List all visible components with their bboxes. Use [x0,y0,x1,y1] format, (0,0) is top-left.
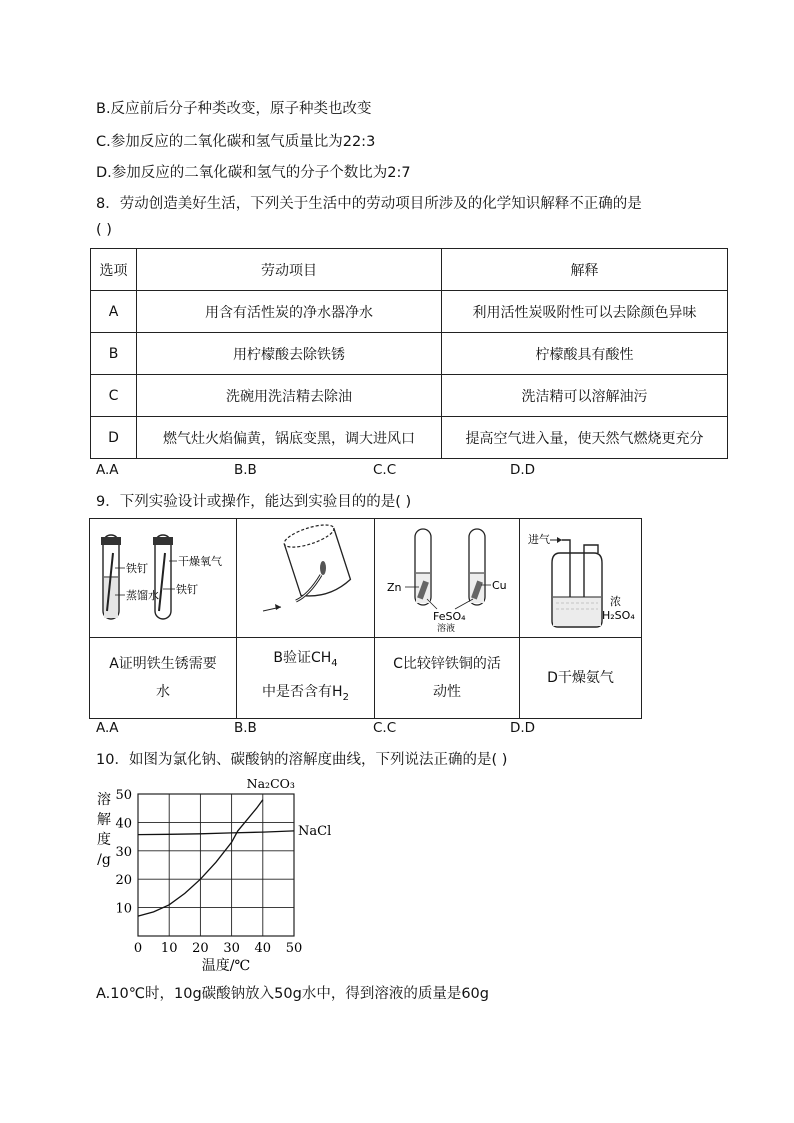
caption-c-line2: 动性 [433,684,461,700]
label-solution: 溶液 [437,624,456,633]
q10-option-a: A.10℃时，10g碳酸钠放入50g水中，得到溶液的质量是60g [96,986,489,1002]
q8-stem: 8．劳动创造美好生活，下列关于生活中的劳动项目所涉及的化学知识解释不正确的是 [96,196,642,212]
label-conc: 浓 [609,595,621,608]
q7-option-d: D.参加反应的二氧化碳和氢气的分子个数比为2:7 [96,165,411,181]
q9-table [89,518,642,719]
y-axis-label-char: 解 [97,812,111,828]
y-tick-label: 30 [115,844,132,860]
q9-options [96,720,696,738]
caption-d [520,638,642,719]
y-tick-label: 20 [115,873,132,889]
option-b[interactable]: B.B [234,720,257,736]
metal-activity-figure [377,523,517,633]
x-tick-label: 30 [223,941,240,956]
table-cell: 洗碗用洗洁精去除油 [137,375,442,417]
figure-c-cell [375,519,520,638]
table-row [91,291,728,333]
header-cell: 选项 [91,249,137,291]
q9-stem: 9．下列实验设计或操作，能达到实验目的的是( ) [96,494,412,510]
y-tick-label: 50 [115,788,132,803]
series-label: Na₂CO₃ [246,776,295,791]
label-zn: Zn [387,581,402,594]
caption-b [237,638,375,719]
q8-options [96,462,696,480]
option-d[interactable]: D.D [510,720,536,736]
option-d[interactable]: D.D [510,462,536,478]
label-cu: Cu [492,579,507,592]
table-cell: 利用活性炭吸附性可以去除颜色异味 [442,291,728,333]
table-cell: 用柠檬酸去除铁锈 [137,333,442,375]
caption-d-line1: D干燥氨气 [547,670,614,686]
figure-b-cell [237,519,375,638]
caption-c-line1: C比较锌铁铜的活 [393,656,501,672]
table-row [91,417,728,459]
table-row [91,333,728,375]
caption-b-line2: 中是否含有$H_2$ [262,684,349,703]
table-cell: 提高空气进入量，使天然气燃烧更充分 [442,417,728,459]
y-axis-label-char: 度 [97,832,111,848]
rust-experiment-figure [93,523,233,633]
table-cell: 用含有活性炭的净水器净水 [137,291,442,333]
solubility-chart [90,772,350,972]
table-cell: C [91,375,137,417]
table-cell: D [91,417,137,459]
series-line [138,831,294,835]
caption-b-line1: B验证$CH_4$ [273,650,338,669]
label-dry-oxygen: 干燥氧气 [178,555,222,568]
gas-washing-bottle-figure [522,523,640,633]
table-cell: 柠檬酸具有酸性 [442,333,728,375]
y-tick-label: 10 [115,901,132,917]
caption-c [375,638,520,719]
table-cell: 燃气灶火焰偏黄，锅底变黑，调大进风口 [137,417,442,459]
caption-a [90,638,237,719]
beaker-flame-figure [241,523,371,633]
caption-a-line2: 水 [156,684,170,700]
q7-option-c: C.参加反应的二氧化碳和氢气质量比为22:3 [96,134,376,150]
header-cell: 解释 [442,249,728,291]
option-c[interactable]: C.C [373,462,397,478]
x-axis-label: 温度/℃ [201,958,251,972]
caption-a-line1: A证明铁生锈需要 [109,656,217,672]
label-feso4: FeSO₄ [433,610,466,623]
y-axis-label-char: 溶 [97,792,111,808]
option-a[interactable]: A.A [96,720,119,736]
x-tick-label: 0 [133,941,143,956]
table-cell: B [91,333,137,375]
table-row [91,375,728,417]
option-a[interactable]: A.A [96,462,119,478]
option-c[interactable]: C.C [373,720,397,736]
table-header-row [91,249,728,291]
q8-table [90,248,728,459]
header-cell: 劳动项目 [137,249,442,291]
y-tick-label: 40 [115,816,132,832]
table-cell: 洗洁精可以溶解油污 [442,375,728,417]
x-tick-label: 50 [285,941,303,956]
label-nail-1: 铁钉 [126,562,148,575]
label-distilled-water: 蒸馏水 [126,589,159,602]
q7-option-b: B.反应前后分子种类改变，原子种类也改变 [96,101,372,117]
q8-bracket: ( ) [96,222,112,238]
q10-stem: 10．如图为氯化钠、碳酸钠的溶解度曲线，下列说法正确的是( ) [96,752,508,768]
y-axis-label-char: /g [97,852,111,868]
figure-a-cell [90,519,237,638]
x-tick-label: 40 [254,941,272,956]
plot-frame [138,794,294,936]
series-label: NaCl [298,823,332,839]
figure-d-cell [520,519,642,638]
table-cell: A [91,291,137,333]
x-tick-label: 10 [160,941,178,956]
option-b[interactable]: B.B [234,462,257,478]
label-inlet: 进气 [527,533,550,546]
label-h2so4: H₂SO₄ [601,609,635,622]
x-tick-label: 20 [192,941,209,956]
label-nail-2: 铁钉 [176,583,198,596]
